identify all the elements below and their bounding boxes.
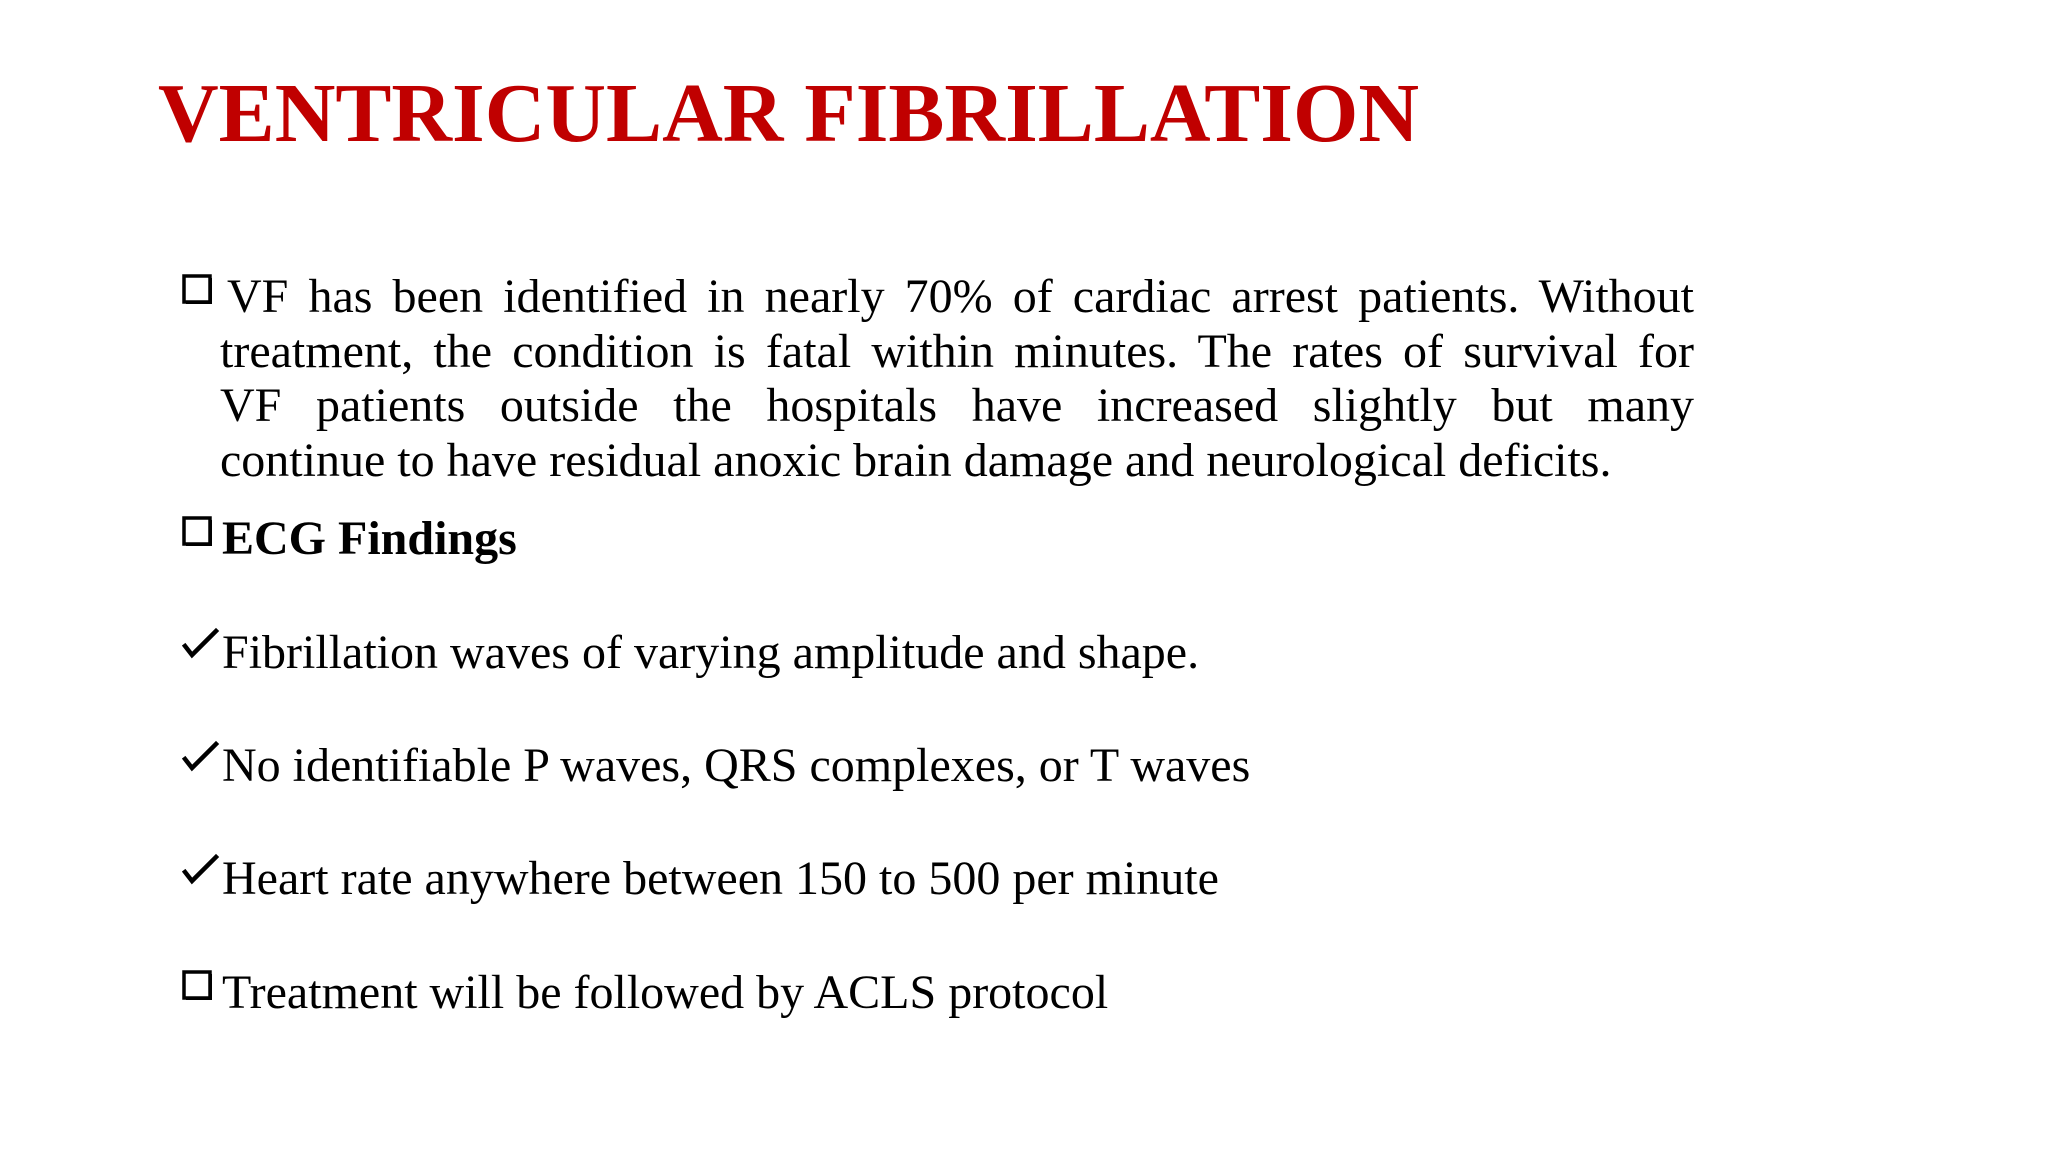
intro-bullet <box>182 270 1694 500</box>
hollow-square-bullet-icon <box>182 514 220 568</box>
hollow-square-bullet-icon <box>182 968 220 1022</box>
finding-text-1: Fibrillation waves of varying amplitude and shape. <box>222 626 1200 679</box>
checkmark-icon <box>182 739 220 793</box>
intro-line-1: VF has been identified in nearly 70% of cardiac arrest patients. Without <box>227 270 1694 323</box>
checkmark-icon <box>182 852 220 906</box>
intro-line-2: treatment, the condition is fatal within minutes. The rates of survival for <box>220 324 1694 378</box>
slide-title: VENTRICULAR FIBRILLATION <box>158 67 1419 160</box>
finding-text-3: Heart rate anywhere between 150 to 500 per minute <box>222 852 1219 905</box>
finding-text-2: No identifiable P waves, QRS complexes, or T waves <box>222 739 1251 792</box>
intro-line-4: continue to have residual anoxic brain damage and neurological deficits. <box>220 433 1612 487</box>
treatment-text: Treatment will be followed by ACLS protocol <box>222 966 1109 1019</box>
checkmark-icon <box>182 626 220 680</box>
ecg-findings-label: ECG Findings <box>222 512 517 565</box>
intro-line-3: VF patients outside the hospitals have increased slightly but many <box>220 379 1694 432</box>
hollow-square-bullet-icon <box>182 272 220 326</box>
